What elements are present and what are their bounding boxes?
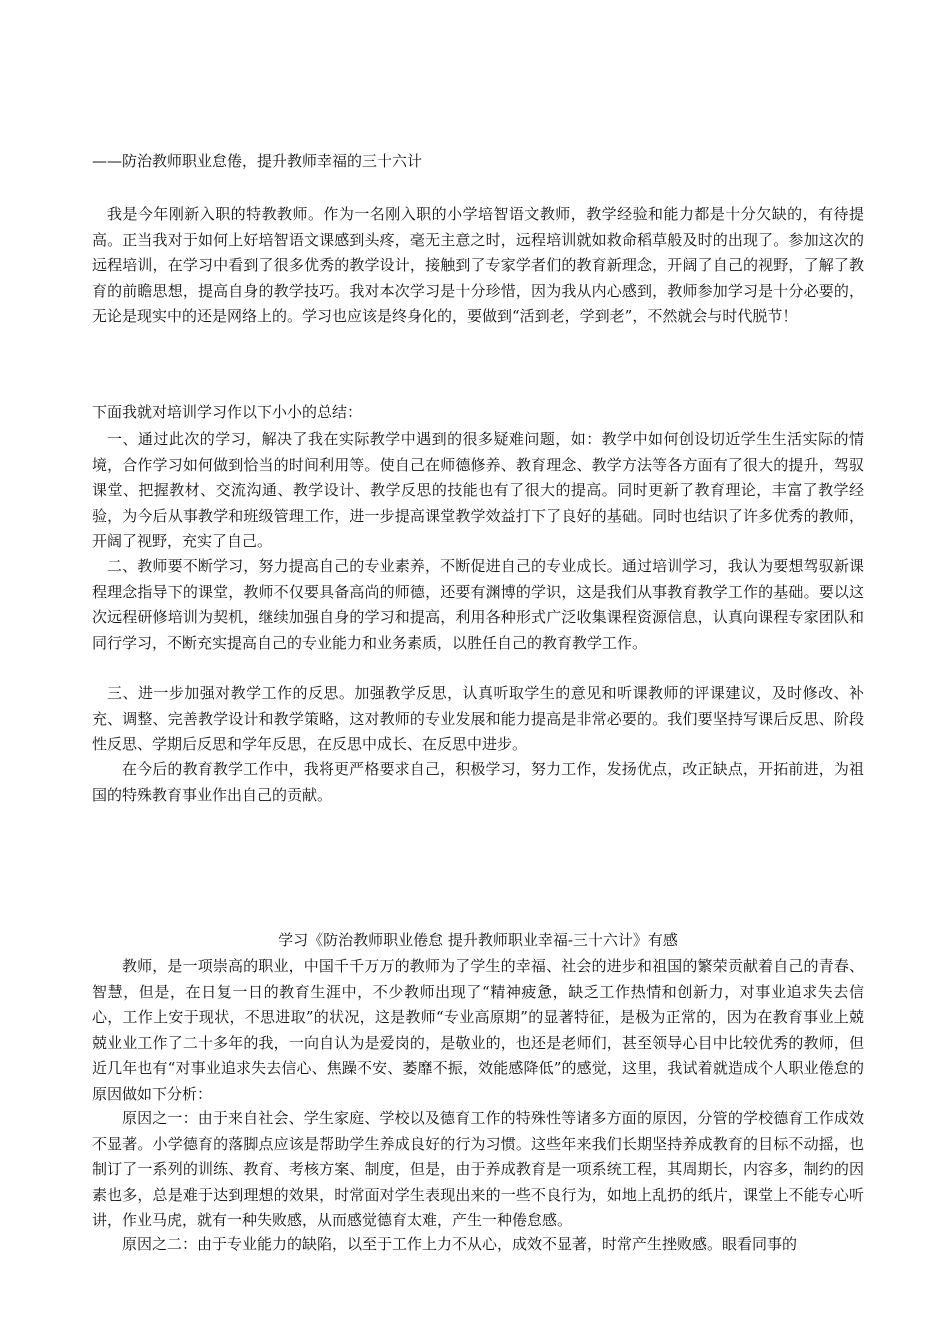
summary-intro-line: 下面我就对培训学习作以下小小的总结： [92, 403, 363, 421]
intro-paragraph: 我是今年刚新入职的特教教师。作为一名刚入职的小学培智语文教师，教学经验和能力都是十分欠缺的，有待提高。正当我对于如何上好培智语文课感到头疼，毫无主意之时，远程培训就如救命稻草般及时的出现了。参加这次的远程培训，在学习中看到了很多优秀的教学设计，接触到了专家学者们的教育新理念，开阔了自己的视野，了解了教育的前瞻思想，提高自身的教学技巧。我对本次学习是十分珍惜，因为我从内心感到，教师参加学习是十分必要的，无论是现实中的还是网络上的。学习也应该是终身化的，要做到“活到老，学到老”，不然就会与时代脱节！ [92, 205, 864, 325]
conclusion-paragraph: 在今后的教育教学工作中，我将更严格要求自己，积极学习，努力工作，发扬优点，改正缺点，开拓前进，为祖国的特殊教育事业作出自己的贡献。 [92, 760, 864, 804]
section2-paragraph-2: 原因之一：由于来自社会、学生家庭、学校以及德育工作的特殊性等诸多方面的原因，分管的学校德育工作成效不显著。小学德育的落脚点应该是帮助学生养成良好的行为习惯。这些年来我们长期坚持养成教育的目标不动摇，也制订了一系列的训练、教育、考核方案、制度，但是，由于养成教育是一项系统工程，其周期长，内容多，制约的因素也多，总是难于达到理想的效果，时常面对学生表现出来的一些不良行为，如地上乱扔的纸片，课堂上不能专心听讲，作业马虎，就有一种失败感，从而感觉德育太难，产生一种倦怠感。 [92, 1109, 864, 1229]
point-three-paragraph: 三、进一步加强对教学工作的反思。加强教学反思，认真听取学生的意见和听课教师的评课建议，及时修改、补充、调整、完善教学设计和教学策略，这对教师的专业发展和能力提高是非常必要的。我们要坚持写课后反思、阶段性反思、学期后反思和学年反思，在反思中成长、在反思中进步。 [92, 684, 864, 753]
section2-paragraph-3: 原因之二：由于专业能力的缺陷，以至于工作上力不从心，成效不显著，时常产生挫败感。眼看同事的 [122, 1235, 798, 1253]
section2-paragraph-1: 教师，是一项崇高的职业，中国千千万万的教师为了学生的幸福、社会的进步和祖国的繁荣贡献着自己的青春、智慧，但是，在日复一日的教育生涯中，不少教师出现了“精神疲惫，缺乏工作热情和创新力，对事业追求失去信心，工作上安于现状，不思进取”的状况，这是教师“专业高原期”的显著特征，是极为正常的，因为在教育事业上兢兢业业工作了二十多年的我，一向自认为是爱岗的，是敬业的，也还是老师们，甚至领导心目中比较优秀的教师，但近几年也有“对事业追求失去信心、焦躁不安、萎靡不振，效能感降低”的感觉，这里，我试着就造成个人职业倦怠的原因做如下分析： [92, 957, 864, 1103]
document-subtitle: ——防治教师职业怠倦，提升教师幸福的三十六计 [92, 152, 423, 170]
point-one-paragraph: 一、通过此次的学习，解决了我在实际教学中遇到的很多疑难问题，如：教学中如何创设切近学生生活实际的情境，合作学习如何做到恰当的时间利用等。使自己在师德修养、教育理念、教学方法等各方面有了很大的提升，驾驭课堂、把握教材、交流沟通、教学设计、教学反思的技能也有了很大的提高。同时更新了教育理论，丰富了教学经验，为今后从事教学和班级管理工作，进一步提高课堂教学效益打下了良好的基础。同时也结识了许多优秀的教师，开阔了视野，充实了自己。 [92, 430, 864, 550]
section2-title: 学习《防治教师职业倦怠 提升教师职业幸福-三十六计》有感 [278, 931, 678, 949]
point-two-paragraph: 二、教师要不断学习，努力提高自己的专业素养，不断促进自己的专业成长。通过培训学习，我认为要想驾驭新课程理念指导下的课堂，教师不仅要具备高尚的师德，还要有渊博的学识，这是我们从事教育教学工作的基础。要以这次远程研修培训为契机，继续加强自身的学习和提高，利用各种形式广泛收集课程资源信息，认真向课程专家团队和同行学习，不断充实提高自己的专业能力和业务素质，以胜任自己的教育教学工作。 [92, 557, 864, 652]
